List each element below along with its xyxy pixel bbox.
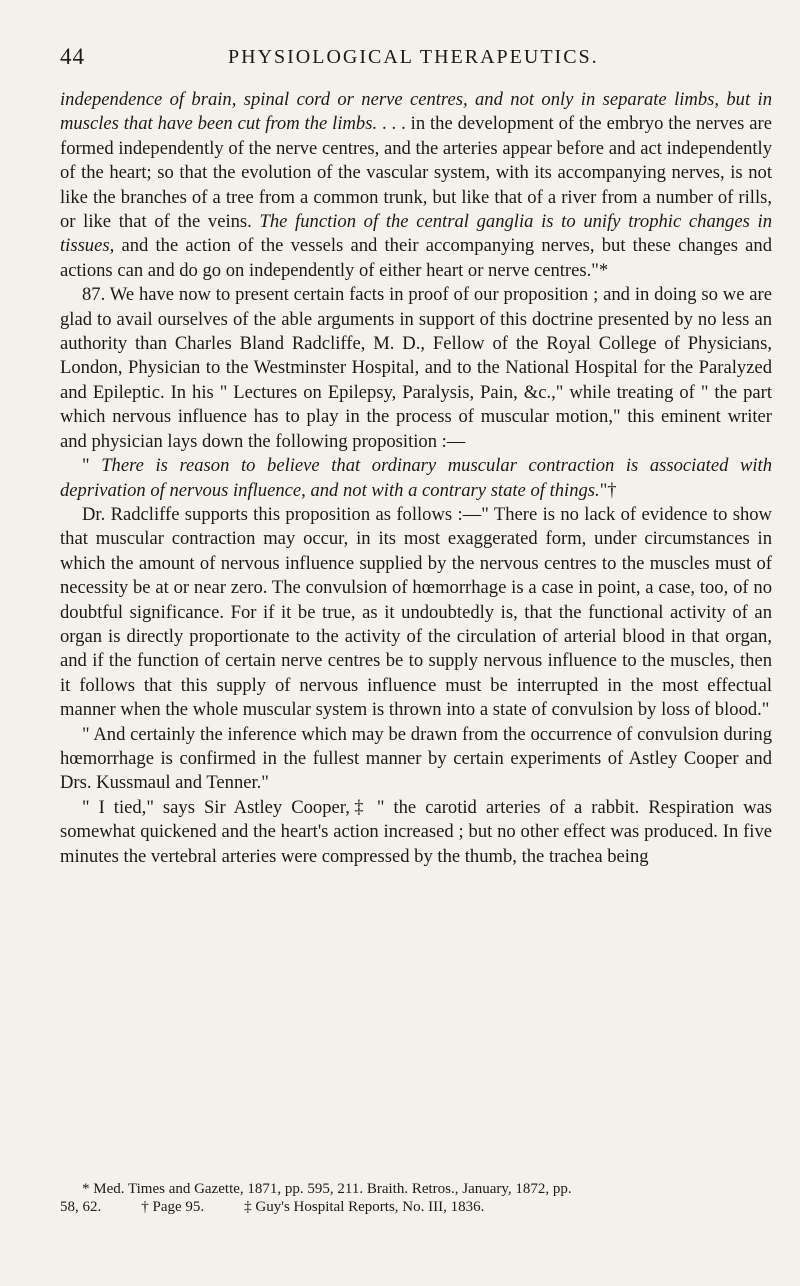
page-header	[60, 44, 772, 74]
text-run: "	[82, 455, 102, 477]
text-run: 87. We have now to present certain facts in proof of our proposition ; and in doing so we are glad to avail ourselves of the able arguments in support of this doctrine presented by no less an authority than Charles Bland Radcliffe, M. D., Fellow of the Royal College of Physicians, London, Physician to the Westminster Hospital, and to the National Hospital for the Paralyzed and Epileptic. In his " Lectures on Epilepsy, Paralysis, Pain, &c.," while treating of " the part which nervous influence has to play in the process of muscular motion," this eminent writer and physician lays down the following proposition :—	[60, 284, 772, 452]
body-text	[60, 88, 772, 869]
page-number: 44	[60, 44, 85, 69]
text-run: " I tied," says Sir Astley Cooper,‡ " the carotid arteries of a rabbit. Respiration was somewhat quickened and the heart's action increased ; but no other effect was produced. In five minutes the vertebral arteries were compressed by the thumb, the trachea being	[60, 796, 772, 867]
text-run: and the action of the vessels and their accompanying nerves, but these changes and actions can and do go on independently of either heart or nerve centres."*	[60, 235, 772, 281]
text-run: . . . in the development of the embryo the nerves are formed independently of the nerve centres, and the arteries appear before and act independently of the heart; so that the evolution of the vascular system, with its accompanying nerves, is not like the branches of a tree from a common trunk, but like that of a river from a number of rills, or like that of the veins.	[60, 113, 773, 233]
italic-text: The function of the central ganglia is to unify trophic changes in tissues,	[60, 211, 772, 257]
italic-text: There is reason to believe that ordinary muscular contraction is associated with deprivation of nervous influence, and not with a contrary state of things.	[60, 455, 772, 501]
paragraph	[60, 283, 772, 454]
footnote-double-dagger: ‡ Guy's Hospital Reports, No. III, 1836.	[244, 1199, 485, 1215]
paragraph	[60, 503, 772, 723]
footnote-row	[60, 1198, 772, 1216]
paragraph	[60, 454, 772, 503]
paragraph	[60, 723, 772, 796]
footnote-line: * Med. Times and Gazette, 1871, pp. 595, 211. Braith. Retros., January, 1872, pp.	[82, 1181, 572, 1197]
paragraph	[60, 796, 772, 869]
text-run: Dr. Radcliffe supports this proposition as follows :—" There is no lack of evidence to show that muscular contraction may occur, in its most exaggerated form, under circumstances in which the amount of nervous influence supplied by the nervous centres to the muscles must of necessity be at or near zero. The convulsion of hœmorrhage is a case in point, a case, too, of no doubtful significance. For if it be true, as it undoubtedly is, that the functional activity of an organ is directly proportionate to the activity of the circulation of arterial blood in that organ, and if the function of certain nerve centres be to supply nervous influence to the muscles, then it follows that this supply of nervous influence must be interrupted in the most effectual manner when the whole muscular system is thrown into a state of convulsion by loss of blood."	[60, 503, 772, 721]
text-run: "†	[599, 479, 617, 501]
text-run: " And certainly the inference which may be drawn from the occurrence of convulsion during hœmorrhage is confirmed in the fullest manner by certain experiments of Astley Cooper and Drs. Kussmaul and Tenner."	[60, 723, 772, 794]
footnotes	[60, 1180, 772, 1216]
footnote-ref-pages: 58, 62.	[60, 1199, 102, 1215]
running-head: PHYSIOLOGICAL THERAPEUTICS.	[228, 46, 599, 68]
paragraph	[60, 88, 772, 283]
footnote-dagger: † Page 95.	[141, 1199, 205, 1215]
italic-text: independence of brain, spinal cord or nerve centres, and not only in separate limbs, but in muscles that have been cut from the limbs.	[60, 89, 772, 135]
